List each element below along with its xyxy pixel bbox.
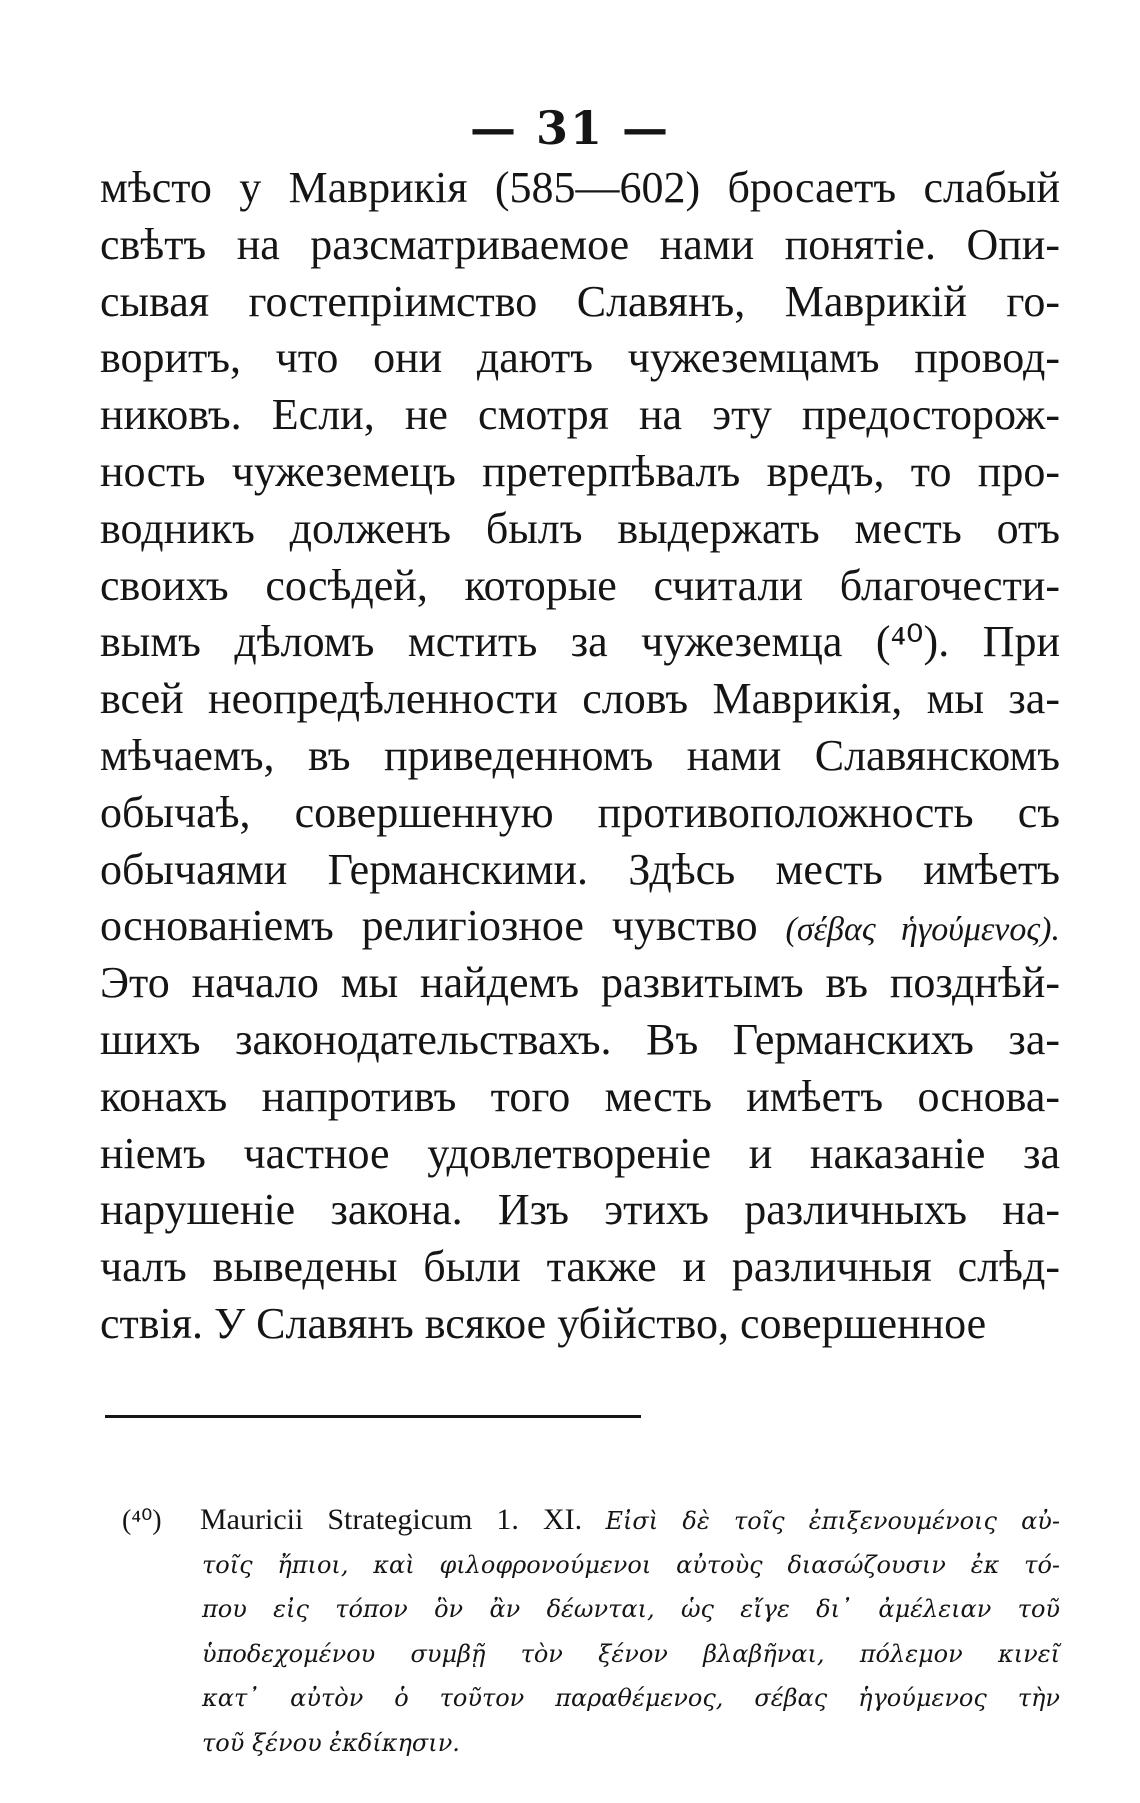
- text-line: конахъ напротивъ того месть имѣетъ основа-: [100, 1071, 1060, 1121]
- text-line: мѣсто у Маврикія (585—602) бросаетъ слабый: [100, 163, 1060, 212]
- text-line: воритъ, что они даютъ чужеземцамъ провод-: [100, 333, 1060, 383]
- greek-text: Εἰσὶ δὲ τοῖς ἐπιξενουμένοις αὐ-: [605, 1507, 1060, 1535]
- text-line: мѣчаемъ, въ приведенномъ нами Славянскомъ: [100, 730, 1060, 780]
- text-line: нарушеніе закона. Изъ этихъ различныхъ на-: [100, 1185, 1060, 1235]
- footnote: [122, 1498, 1060, 1765]
- text-line: чалъ выведены были также и различныя слѣд-: [100, 1242, 1060, 1292]
- text-line: ность чужеземецъ претерпѣвалъ вредъ, то про-: [100, 446, 1060, 496]
- footnote-line: κατ᾽ αὐτὸν ὁ τοῦτον παραθέμενος, σέβας ἡγούμενος τὴν: [202, 1684, 1060, 1712]
- text-line-main: основаніемъ религіозное чувство: [100, 901, 758, 951]
- text-line: сывая гостепріимство Славянъ, Маврикій го-: [100, 276, 1060, 326]
- text-line: Это начало мы найдемъ развитымъ въ позднѣй-: [100, 958, 1060, 1008]
- footnote-line: που εἰς τόπον ὃν ἂν δέωνται, ὡς εἴγε δι᾽ ἀμέλειαν τοῦ: [202, 1595, 1060, 1623]
- text-line: обычаѣ, совершенную противоположность съ: [100, 787, 1060, 837]
- text-line: всей неопредѣленности словъ Маврикія, мы за-: [100, 674, 1060, 724]
- main-text: [100, 160, 1060, 1353]
- text-line: свѣтъ на разсматриваемое нами понятіе. Опи-: [100, 219, 1060, 269]
- text-line: никовъ. Если, не смотря на эту предосторож-: [100, 390, 1060, 440]
- greek-phrase: (σέβας ἡγούμενος).: [785, 911, 1061, 949]
- text-line: водникъ долженъ былъ выдержать месть отъ: [100, 503, 1060, 553]
- footnote-divider: [105, 1415, 641, 1418]
- footnote-marker: (⁴⁰): [122, 1505, 162, 1536]
- footnote-line: τοῖς ἤπιοι, καὶ φιλοφρονούμενοι αὐτοὺς διασώζουσιν ἐκ τό-: [202, 1550, 1060, 1579]
- text-line: шихъ законодательствахъ. Въ Германскихъ за-: [100, 1014, 1060, 1064]
- footnote-line: τοῦ ξένου ἐκδίκησιν.: [202, 1728, 460, 1757]
- text-line: обычаями Германскими. Здѣсь месть имѣетъ: [100, 844, 1060, 894]
- text-line: ніемъ частное удовлетвореніе и наказаніе за: [100, 1128, 1060, 1178]
- footnote-reference: Mauricii Strategicum 1. XI.: [200, 1503, 583, 1536]
- footnote-line: ὑποδεχομένου συμβῇ τὸν ξένον βλαβῆναι, πόλεμον κινεῖ: [202, 1639, 1060, 1668]
- page-number: — 31 —: [469, 101, 671, 155]
- text-line: вымъ дѣломъ мстить за чужеземца (⁴⁰). При: [100, 617, 1060, 667]
- text-line: своихъ сосѣдей, которые считали благочести-: [100, 560, 1060, 610]
- text-line: [100, 898, 1060, 955]
- footnote-line: [122, 1498, 1060, 1543]
- text-line: ствія. У Славянъ всякое убійство, совершенное: [100, 1298, 987, 1348]
